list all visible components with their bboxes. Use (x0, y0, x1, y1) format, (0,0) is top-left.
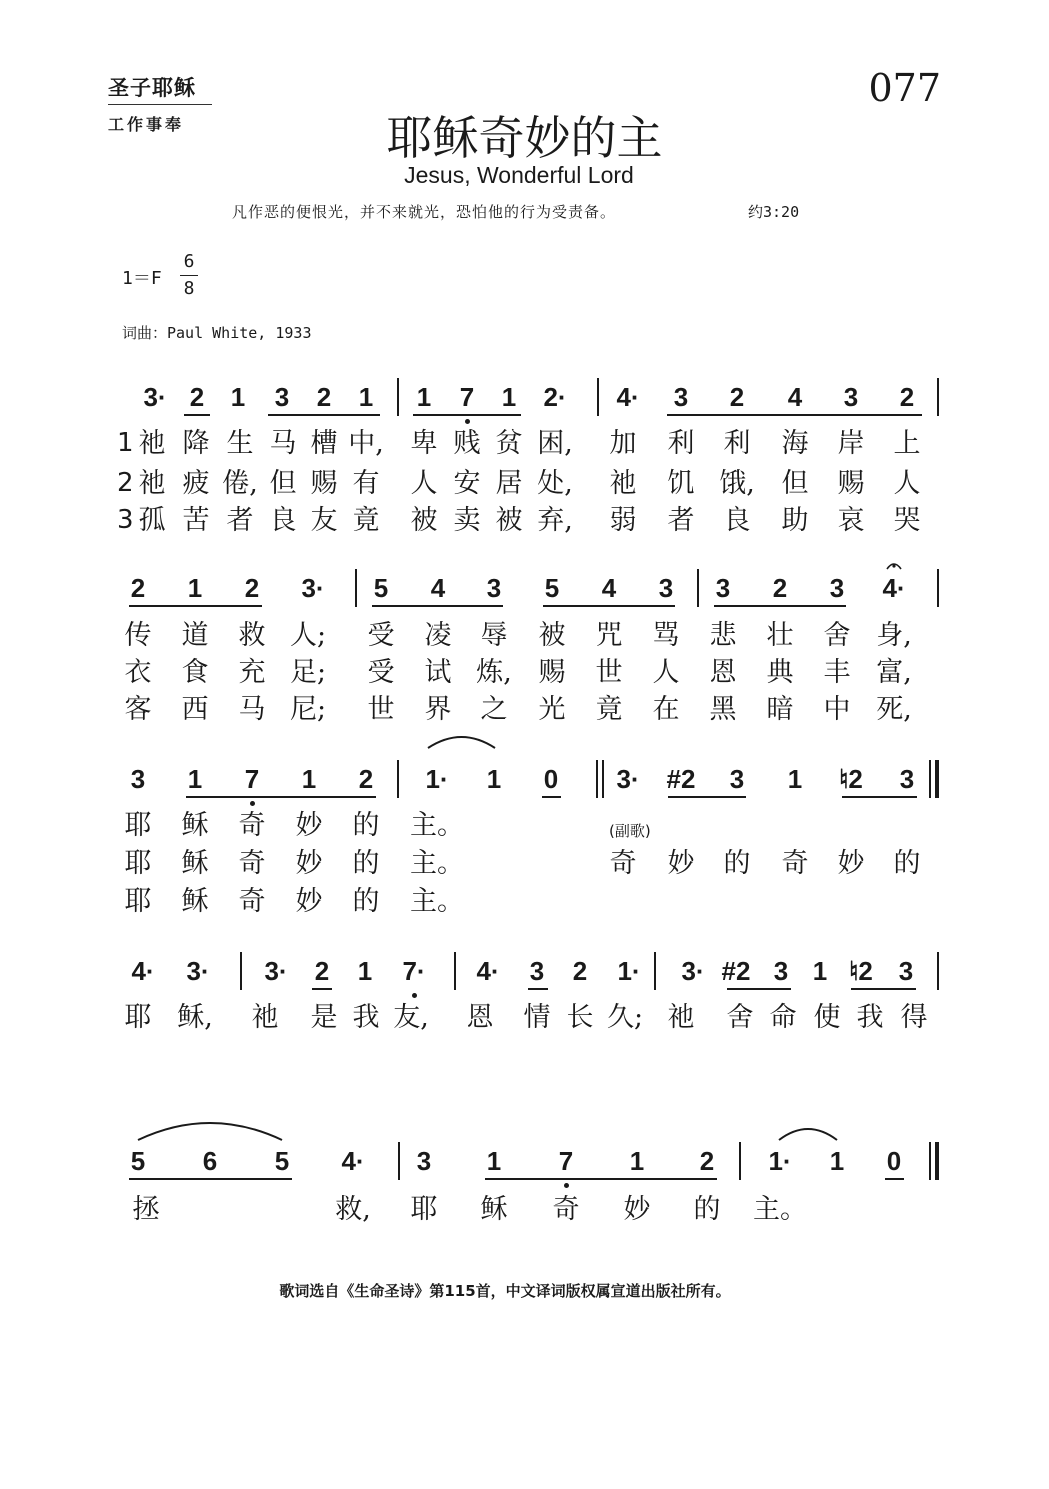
note-5-7: 7 (558, 1146, 574, 1176)
lyric-3-3-4: 妙 (295, 886, 323, 917)
lyric-2-3-1: 客 (124, 694, 152, 725)
note-2-3: 2 (244, 573, 260, 603)
barline-4-2 (454, 952, 456, 990)
note-3-8: 0 (543, 764, 559, 794)
note-1-6: 1 (358, 382, 374, 412)
note-1-4: 3 (274, 382, 290, 412)
lyric-1-3-3: 苦 (182, 505, 210, 536)
lyric-1-1-12: 加 (609, 428, 637, 459)
note-4-1: 4· (131, 956, 155, 986)
note-4-14: 1 (812, 956, 828, 986)
lyric-1-1-14: 利 (723, 428, 751, 459)
lyric-1-1-17: 上 (893, 428, 921, 459)
lyric-2-1-12: 壮 (766, 620, 794, 651)
double-barline-b-3 (602, 760, 604, 798)
beam-3-5 (842, 796, 917, 798)
note-3-3: 7 (244, 764, 260, 794)
lyric-2-2-5: 受 (367, 657, 395, 688)
lyric-1-3-4: 者 (226, 505, 254, 536)
lyric-1-2-10: 居 (495, 468, 523, 499)
lyric-3-2-5: 的 (352, 848, 380, 879)
note-1-10: 2· (543, 382, 567, 412)
verse-number-1-3-1: 3 (117, 505, 134, 535)
lyric-1-2-2: 祂 (138, 468, 166, 499)
lyric-3-2-4: 妙 (295, 848, 323, 879)
lyric-4-1-7: 恩 (466, 1002, 494, 1033)
lyric-1-1-5: 马 (269, 428, 297, 459)
lyric-1-2-4: 倦, (222, 468, 258, 499)
lyric-1-3-7: 竟 (352, 505, 380, 536)
note-1-2: 2 (189, 382, 205, 412)
note-4-8: 3 (529, 956, 545, 986)
lyric-4-1-5: 我 (352, 1002, 380, 1033)
barline-2-3 (937, 569, 939, 607)
lyric-2-1-11: 悲 (709, 620, 737, 651)
double-barline-a-3 (596, 760, 598, 798)
lyric-1-3-11: 弃, (537, 505, 573, 536)
lyric-4-1-3: 祂 (251, 1002, 279, 1033)
lyric-2-2-9: 世 (595, 657, 623, 688)
note-2-4: 3· (301, 573, 325, 603)
lyric-3-3-1: 耶 (124, 886, 152, 917)
key-signature: 1＝F (122, 268, 162, 289)
lyric-2-2-6: 试 (424, 657, 452, 688)
lyric-4-1-12: 舍 (726, 1002, 754, 1033)
note-5-8: 1 (629, 1146, 645, 1176)
note-1-9: 1 (501, 382, 517, 412)
lyric-2-3-13: 中 (823, 694, 851, 725)
lyric-2-1-3: 救 (238, 620, 266, 651)
scripture-reference: 约3:20 (748, 203, 800, 221)
lyric-2-2-10: 人 (652, 657, 680, 688)
note-3-7: 1 (486, 764, 502, 794)
lyric-1-1-6: 槽 (310, 428, 338, 459)
lyric-2-3-9: 竟 (595, 694, 623, 725)
note-2-13: 3 (829, 573, 845, 603)
beam-3-2 (243, 796, 319, 798)
lyric-1-3-15: 助 (781, 505, 809, 536)
note-3-9: 3· (616, 764, 640, 794)
note-1-8: 7 (459, 382, 475, 412)
lyric-4-1-6: 友, (393, 1002, 429, 1033)
lyric-1-2-12: 祂 (609, 468, 637, 499)
lyric-1-3-9: 卖 (453, 505, 481, 536)
beam-4-4 (851, 988, 916, 990)
lyric-1-3-17: 哭 (893, 505, 921, 536)
time-signature-bottom: 8 (183, 278, 195, 299)
low-dot-1-1 (465, 419, 470, 424)
note-1-7: 1 (416, 382, 432, 412)
lyric-2-2-14: 富, (876, 657, 912, 688)
note-3-14: 3 (899, 764, 915, 794)
lyric-1-3-12: 弱 (609, 505, 637, 536)
barline-3-1 (397, 760, 399, 798)
barline-5-2 (739, 1142, 741, 1180)
hymn-number: 077 (868, 66, 941, 110)
barline-4-4 (937, 952, 939, 990)
note-4-4: 2 (314, 956, 330, 986)
lyric-1-2-3: 疲 (182, 468, 210, 499)
beam-5-3 (557, 1178, 647, 1180)
lyric-2-1-8: 被 (538, 620, 566, 651)
lyric-5-1-7: 的 (693, 1194, 721, 1225)
note-4-2: 3· (186, 956, 210, 986)
low-dot-3-1 (250, 801, 255, 806)
lyric-3-2-11: 妙 (837, 848, 865, 879)
lyric-4-1-4: 是 (310, 1002, 338, 1033)
lyric-2-3-10: 在 (652, 694, 680, 725)
credits: 词曲：Paul White, 1933 (122, 324, 312, 342)
lyric-1-2-11: 处, (537, 468, 573, 499)
lyric-2-1-10: 骂 (652, 620, 680, 651)
lyric-2-2-12: 典 (766, 657, 794, 688)
lyric-3-3-2: 稣 (181, 886, 209, 917)
lyric-1-1-8: 卑 (410, 428, 438, 459)
lyric-1-3-10: 被 (495, 505, 523, 536)
lyric-5-1-8: 主。 (753, 1194, 807, 1225)
beam-2-1 (129, 605, 262, 607)
lyric-3-2-6: 主。 (410, 848, 464, 879)
lyric-1-2-16: 赐 (837, 468, 865, 499)
lyric-2-2-13: 丰 (823, 657, 851, 688)
lyric-3-3-3: 奇 (238, 886, 266, 917)
lyric-2-2-7: 炼, (476, 657, 512, 688)
lyric-2-2-1: 衣 (124, 657, 152, 688)
note-5-12: 0 (886, 1146, 902, 1176)
beam-1-1 (184, 414, 210, 416)
lyric-5-1-4: 稣 (480, 1194, 508, 1225)
lyric-2-1-13: 舍 (823, 620, 851, 651)
lyric-2-1-5: 受 (367, 620, 395, 651)
scripture-verse: 凡作恶的便恨光，并不来就光，恐怕他的行为受责备。 (232, 203, 617, 221)
lyric-1-1-11: 困, (537, 428, 573, 459)
note-4-15: ♮2 (849, 956, 873, 986)
lyric-1-2-9: 安 (453, 468, 481, 499)
lyric-4-1-15: 我 (856, 1002, 884, 1033)
beam-1-5 (775, 414, 922, 416)
slur-5-1 (138, 1123, 282, 1140)
beam-1-2 (268, 414, 380, 416)
lyric-3-2-2: 稣 (181, 848, 209, 879)
lyric-1-1-16: 岸 (837, 428, 865, 459)
barline-2-1 (355, 569, 357, 607)
lyric-3-3-6: 主。 (410, 886, 464, 917)
note-2-11: 3 (715, 573, 731, 603)
lyric-3-2-7: 奇 (609, 848, 637, 879)
refrain-label: (副歌) (609, 822, 651, 840)
note-3-10: #2 (666, 764, 696, 794)
lyric-2-3-2: 西 (181, 694, 209, 725)
beam-2-2 (372, 605, 503, 607)
lyric-2-3-14: 死, (876, 694, 912, 725)
lyric-1-2-15: 但 (781, 468, 809, 499)
beam-2-3 (543, 605, 675, 607)
lyric-3-1-6: 主。 (410, 810, 464, 841)
note-4-7: 4· (476, 956, 500, 986)
publisher-name: 圣子耶稣 (108, 75, 196, 100)
note-1-14: 4 (787, 382, 803, 412)
lyric-3-1-2: 稣 (181, 810, 209, 841)
slur-3-1 (428, 737, 495, 748)
note-1-16: 2 (899, 382, 915, 412)
hymn-title: 耶稣奇妙的主 (386, 111, 663, 165)
lyric-4-1-1: 耶 (124, 1002, 152, 1033)
lyric-3-1-3: 奇 (238, 810, 266, 841)
note-2-8: 5 (544, 573, 560, 603)
beam-4-2 (528, 988, 548, 990)
note-4-13: 3 (773, 956, 789, 986)
lyric-1-1-4: 生 (226, 428, 254, 459)
barline-1-1 (397, 378, 399, 416)
lyric-2-3-5: 世 (367, 694, 395, 725)
lyric-3-2-9: 的 (723, 848, 751, 879)
lyric-2-3-4: 尼; (289, 694, 327, 725)
lyric-1-2-8: 人 (410, 468, 438, 499)
note-4-9: 2 (572, 956, 588, 986)
lyric-3-3-5: 的 (352, 886, 380, 917)
lyric-3-2-8: 妙 (667, 848, 695, 879)
lyric-1-3-13: 者 (667, 505, 695, 536)
note-5-2: 6 (202, 1146, 218, 1176)
verse-number-1-1-1: 1 (117, 428, 134, 458)
lyric-1-2-13: 饥 (667, 468, 695, 499)
lyric-3-2-1: 耶 (124, 848, 152, 879)
note-2-14: 4· (882, 573, 906, 603)
lyric-2-3-6: 界 (424, 694, 452, 725)
note-5-5: 3 (416, 1146, 432, 1176)
end-barline-thin-3 (929, 760, 931, 798)
note-1-12: 3 (673, 382, 689, 412)
note-4-10: 1· (617, 956, 641, 986)
lyric-2-1-9: 咒 (595, 620, 623, 651)
lyric-2-2-8: 赐 (538, 657, 566, 688)
lyric-2-3-3: 马 (238, 694, 266, 725)
lyric-2-3-7: 之 (480, 694, 508, 725)
note-4-16: 3 (898, 956, 914, 986)
lyric-3-1-1: 耶 (124, 810, 152, 841)
lyric-4-1-8: 情 (523, 1002, 551, 1033)
lyric-4-1-14: 使 (813, 1002, 841, 1033)
lyric-1-1-7: 中, (348, 428, 384, 459)
note-1-5: 2 (316, 382, 332, 412)
note-1-3: 1 (230, 382, 246, 412)
barline-5-1 (398, 1142, 400, 1180)
lyric-3-2-10: 奇 (781, 848, 809, 879)
end-barline-thick-5 (935, 1142, 939, 1180)
barline-1-2 (597, 378, 599, 416)
note-1-13: 2 (729, 382, 745, 412)
note-1-15: 3 (843, 382, 859, 412)
lyric-3-2-12: 的 (893, 848, 921, 879)
note-4-6: 7· (402, 956, 426, 986)
note-3-1: 3 (130, 764, 146, 794)
lyric-3-1-4: 妙 (295, 810, 323, 841)
note-2-12: 2 (772, 573, 788, 603)
lyric-1-2-5: 但 (269, 468, 297, 499)
fermata-dot (892, 564, 895, 567)
barline-2-2 (697, 569, 699, 607)
barline-4-3 (654, 952, 656, 990)
lyric-1-3-6: 友 (310, 505, 338, 536)
lyric-3-1-5: 的 (352, 810, 380, 841)
hymn-english-title: Jesus, Wonderful Lord (404, 162, 634, 188)
note-5-4: 4· (341, 1146, 365, 1176)
time-signature-top: 6 (183, 251, 195, 272)
note-3-2: 1 (187, 764, 203, 794)
beam-4-3 (727, 988, 791, 990)
beam-2-4 (714, 605, 846, 607)
lyric-4-1-13: 命 (769, 1002, 797, 1033)
lyric-1-1-2: 祂 (138, 428, 166, 459)
lyric-4-1-10: 久; (606, 1002, 644, 1033)
publisher-subtitle: 工作事奉 (108, 115, 185, 134)
lyric-2-3-11: 黑 (709, 694, 737, 725)
note-4-12: #2 (721, 956, 751, 986)
note-4-3: 3· (264, 956, 288, 986)
note-2-9: 4 (601, 573, 617, 603)
lyric-2-2-11: 恩 (709, 657, 737, 688)
lyric-2-1-2: 道 (181, 620, 209, 651)
lyric-1-1-13: 利 (667, 428, 695, 459)
barline-4-1 (240, 952, 242, 990)
lyric-1-2-14: 饿, (719, 468, 755, 499)
note-2-5: 5 (373, 573, 389, 603)
lyric-4-1-16: 得 (900, 1002, 928, 1033)
end-barline-thick-3 (935, 760, 939, 798)
low-dot-4-1 (412, 993, 417, 998)
verse-number-1-2-1: 2 (117, 468, 134, 498)
note-2-1: 2 (130, 573, 146, 603)
lyric-4-1-11: 祂 (667, 1002, 695, 1033)
slur-5-2 (779, 1129, 837, 1140)
note-5-3: 5 (274, 1146, 290, 1176)
lyric-1-2-6: 赐 (310, 468, 338, 499)
end-barline-thin-5 (929, 1142, 931, 1180)
low-dot-5-1 (564, 1183, 569, 1188)
lyric-2-2-2: 食 (181, 657, 209, 688)
note-2-10: 3 (658, 573, 674, 603)
lyric-2-1-14: 身, (876, 620, 912, 651)
beam-3-3 (542, 796, 561, 798)
note-2-2: 1 (187, 573, 203, 603)
lyric-1-3-14: 良 (723, 505, 751, 536)
lyric-2-1-1: 传 (124, 620, 152, 651)
note-2-7: 3 (486, 573, 502, 603)
lyric-2-3-12: 暗 (766, 694, 794, 725)
note-5-10: 1· (768, 1146, 792, 1176)
lyric-5-1-1: 拯 (132, 1194, 160, 1225)
lyric-2-2-3: 充 (238, 657, 266, 688)
lyric-1-1-3: 降 (182, 428, 210, 459)
note-4-11: 3· (681, 956, 705, 986)
note-4-5: 1 (357, 956, 373, 986)
note-1-1: 3· (143, 382, 167, 412)
lyric-1-3-2: 孤 (138, 505, 166, 536)
note-5-9: 2 (699, 1146, 715, 1176)
barline-1-3 (937, 378, 939, 416)
lyric-2-3-8: 光 (538, 694, 566, 725)
note-2-6: 4 (430, 573, 446, 603)
beam-3-4 (668, 796, 746, 798)
copyright-footer: 歌词选自《生命圣诗》第115首，中文译词版权属宣道出版社所有。 (279, 1282, 731, 1300)
note-3-11: 3 (729, 764, 745, 794)
note-3-5: 2 (358, 764, 374, 794)
lyric-4-1-2: 稣, (177, 1002, 213, 1033)
beam-5-1 (129, 1178, 292, 1180)
lyric-2-2-4: 足; (289, 657, 327, 688)
lyric-1-3-16: 哀 (837, 505, 865, 536)
lyric-2-1-7: 辱 (480, 620, 508, 651)
beam-4-1 (312, 988, 332, 990)
lyric-2-1-4: 人; (289, 620, 327, 651)
lyric-1-1-9: 贱 (453, 428, 481, 459)
lyric-1-3-8: 被 (410, 505, 438, 536)
lyric-1-2-17: 人 (893, 468, 921, 499)
lyric-3-2-3: 奇 (238, 848, 266, 879)
lyric-1-1-15: 海 (781, 428, 809, 459)
note-5-1: 5 (130, 1146, 146, 1176)
beam-5-4 (885, 1178, 904, 1180)
note-3-4: 1 (301, 764, 317, 794)
note-3-6: 1· (425, 764, 449, 794)
note-3-12: 1 (787, 764, 803, 794)
lyric-1-1-10: 贫 (495, 428, 523, 459)
beam-1-3 (413, 414, 521, 416)
lyric-4-1-9: 长 (566, 1002, 594, 1033)
note-5-6: 1 (486, 1146, 502, 1176)
lyric-5-1-2: 救, (335, 1194, 371, 1225)
lyric-5-1-6: 妙 (623, 1194, 651, 1225)
lyric-1-2-7: 有 (352, 468, 380, 499)
note-5-11: 1 (829, 1146, 845, 1176)
lyric-5-1-3: 耶 (410, 1194, 438, 1225)
note-3-13: ♮2 (839, 764, 863, 794)
note-1-11: 4· (616, 382, 640, 412)
lyric-2-1-6: 凌 (424, 620, 452, 651)
lyric-5-1-5: 奇 (552, 1194, 580, 1225)
lyric-1-3-5: 良 (269, 505, 297, 536)
